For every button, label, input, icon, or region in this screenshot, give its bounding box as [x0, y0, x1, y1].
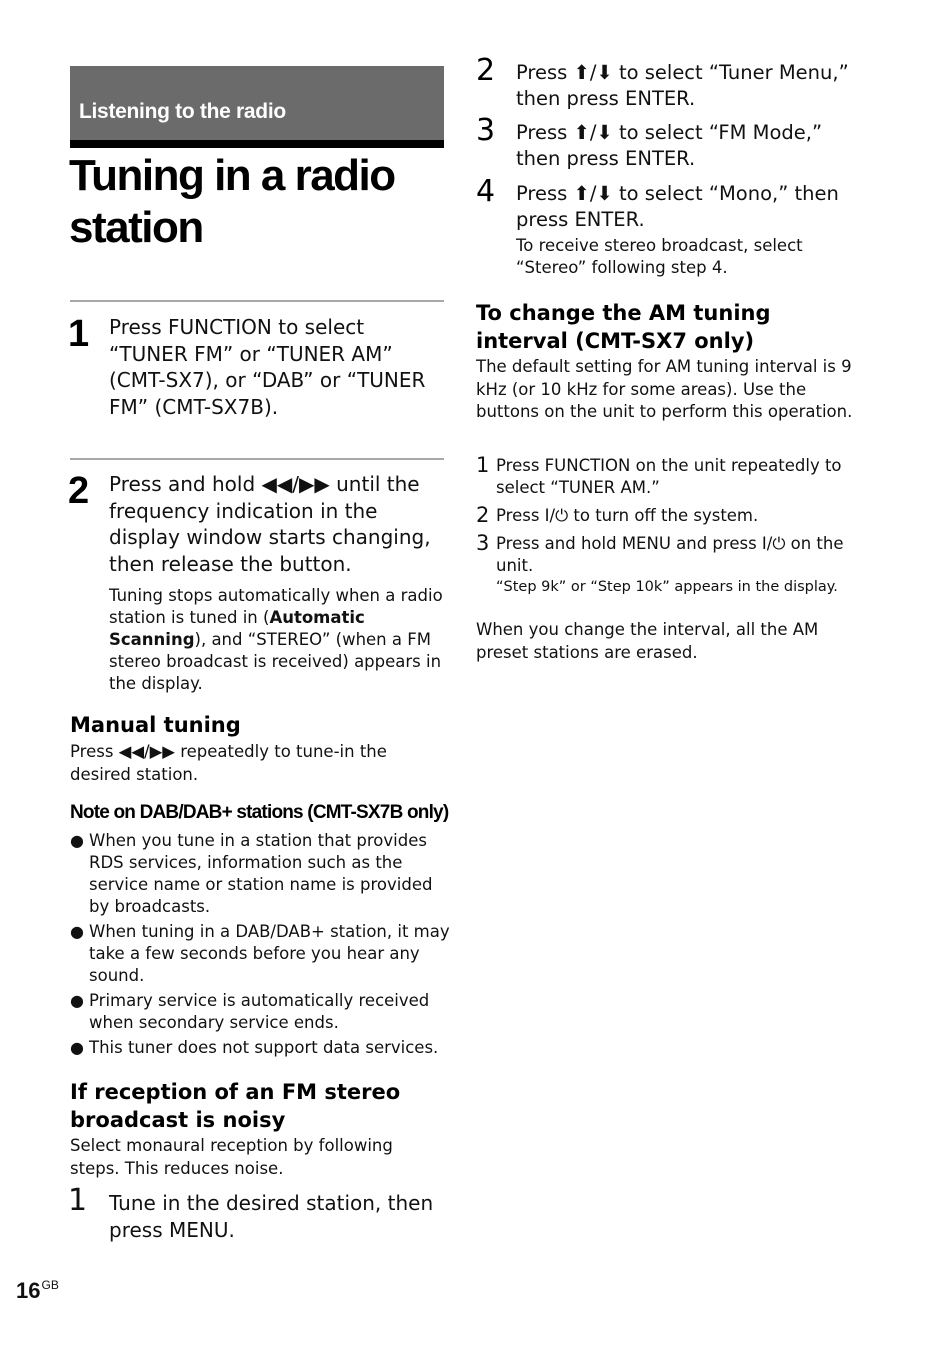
- step-4-mono: [476, 174, 856, 279]
- fm-step-1: [68, 1183, 445, 1243]
- step-text: Press FUNCTION on the unit repeatedly to select “TUNER AM.”: [496, 456, 842, 497]
- step-2-tuner-menu: [476, 53, 856, 111]
- step-number: 3: [476, 113, 496, 148]
- list-item: [70, 1037, 450, 1059]
- page-number: 16: [16, 1278, 41, 1303]
- step-text: Press FUNCTION to select “TUNER FM” or “TUNER AM” (CMT-SX7), or “DAB” or “TUNER FM” (CMT-SX7B).: [109, 315, 426, 419]
- step-number: 1: [68, 1183, 88, 1218]
- list-item-text: When you tune in a station that provides RDS services, information such as the service name or station name is provided by broadcasts.: [89, 831, 433, 916]
- list-item: [70, 921, 450, 987]
- list-item-text: When tuning in a DAB/DAB+ station, it may take a few seconds before you hear any sound.: [89, 922, 450, 985]
- dab-note-list: [70, 830, 450, 1062]
- step-text: Tune in the desired station, then press MENU.: [109, 1191, 434, 1242]
- step-note: To receive stereo broadcast, select “Stereo” following step 4.: [516, 236, 803, 277]
- am-interval-heading: To change the AM tuning interval (CMT-SX7 only): [476, 301, 771, 353]
- step-number: 2: [476, 503, 490, 527]
- step-text: Press and hold MENU and press I/⏻ on the unit.: [496, 534, 844, 575]
- step-text: Press ⬆/⬇ to select “Mono,” then press ENTER.: [516, 182, 839, 231]
- section-title: Listening to the radio: [79, 100, 286, 123]
- page-title: Tuning in a radio station: [69, 151, 395, 252]
- am-step-3: [476, 533, 856, 597]
- am-interval-closing: When you change the interval, all the AM preset stations are erased.: [476, 620, 819, 662]
- step-number: 2: [68, 470, 90, 512]
- step-text: Press ⬆/⬇ to select “Tuner Menu,” then press ENTER.: [516, 61, 849, 110]
- step-text: Press I/⏻ to turn off the system.: [496, 506, 759, 525]
- step-2: [70, 471, 445, 695]
- step-number: 3: [476, 531, 490, 555]
- am-interval-text: The default setting for AM tuning interval is 9 kHz (or 10 kHz for some areas). Use the buttons on the unit to perform this operation.: [476, 357, 853, 421]
- note-text: Tuning stops automatically when a radio station is tuned in (: [109, 586, 443, 627]
- section-header-band: [70, 66, 444, 148]
- step-1: [70, 314, 445, 420]
- list-item-text: Primary service is automatically received when secondary service ends.: [89, 991, 430, 1032]
- step-text: Press and hold ◀◀/▶▶ until the frequency indication in the display window starts changing, then release the button.: [109, 472, 431, 576]
- fm-noisy-heading: If reception of an FM stereo broadcast is noisy: [70, 1080, 401, 1132]
- list-item: [70, 990, 450, 1034]
- page-suffix: GB: [41, 1278, 59, 1292]
- note-text: ), and “STEREO” (when a FM stereo broadcast is received) appears in the display.: [109, 630, 442, 693]
- step-number: 1: [68, 313, 90, 355]
- list-item: [70, 830, 450, 918]
- manual-tuning-heading: Manual tuning: [70, 713, 241, 737]
- bullet-icon: ●: [70, 991, 84, 1010]
- step-3-fm-mode: [476, 113, 856, 171]
- manual-tuning-text: Press ◀◀/▶▶ repeatedly to tune-in the desired station.: [70, 742, 387, 784]
- bullet-icon: ●: [70, 831, 84, 850]
- step-number: 1: [476, 453, 490, 477]
- am-step-2: [476, 505, 856, 527]
- am-step-1: [476, 455, 856, 499]
- note-emphasis: Automatic Scanning: [109, 608, 365, 649]
- step-number: 2: [476, 53, 496, 88]
- page-footer: [16, 1278, 59, 1304]
- bullet-icon: ●: [70, 922, 84, 941]
- step-text: Press ⬆/⬇ to select “FM Mode,” then press ENTER.: [516, 121, 823, 170]
- dab-note-heading: Note on DAB/DAB+ stations (CMT-SX7B only): [70, 802, 449, 823]
- fm-noisy-text: Select monaural reception by following steps. This reduces noise.: [70, 1136, 393, 1178]
- list-item-text: This tuner does not support data services.: [89, 1038, 439, 1057]
- divider-rule: [70, 300, 444, 302]
- step-note: [109, 585, 445, 695]
- divider-rule: [70, 458, 444, 460]
- step-number: 4: [476, 174, 496, 209]
- bullet-icon: ●: [70, 1038, 84, 1057]
- step-note: “Step 9k” or “Step 10k” appears in the display.: [496, 579, 838, 595]
